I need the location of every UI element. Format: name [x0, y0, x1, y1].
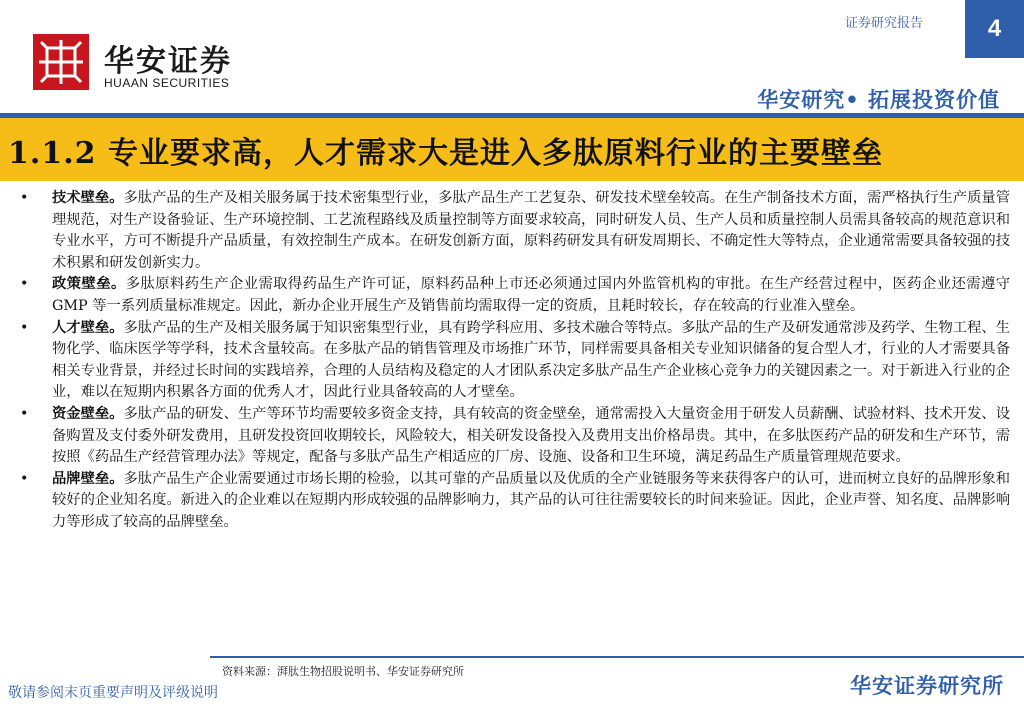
item-label: 政策壁垒。 — [52, 276, 126, 293]
item-text: 多肽产品的研发、生产等环节均需要较多资金支持，具有较高的资金壁垒，通常需投入大量资金用于研发人员薪酬、试验材料、技术开发、设备购置及支付委外研发费用，且研发投资回收期较长，风险较大，相关研发设备投入及费用支出价格昂贵。其中，在多肽医药产品的研发和生产环节，需按照《药品生产经营管理办法》等规定，配备与多肽产品生产相适应的厂房、设施、设备和卫生环境，满足药品生产质量管理规范要求。 — [52, 405, 1011, 466]
bullet-icon: • — [20, 319, 29, 336]
bullet-icon: • — [20, 276, 29, 293]
list-item — [20, 404, 1011, 469]
source-note: 资料来源：湃肽生物招股说明书、华安证券研究所 — [222, 665, 464, 678]
item-label: 资金壁垒。 — [52, 405, 124, 422]
footer-brand: 华安证券研究所 — [850, 674, 1004, 698]
item-label: 人才壁垒。 — [52, 319, 124, 336]
list-item — [20, 274, 1011, 317]
bullet-icon: • — [20, 470, 29, 487]
item-text: 多肽产品生产企业需要通过市场长期的检验，以其可靠的产品质量以及优质的全产业链服务等来获得客户的认可，进而树立良好的品牌形象和较好的企业知名度。新进入的企业难以在短期内形成较强的品牌影响力，其产品的认可往往需要较长的时间来验证。因此，企业声誉、知名度、品牌影响力等形成了较高的品牌壁垒。 — [52, 470, 1011, 530]
logo-chinese-name: 华安证券 — [104, 44, 232, 79]
bullet-icon: • — [20, 190, 29, 206]
bullet-list — [20, 188, 1011, 534]
bullet-icon: • — [20, 405, 29, 422]
item-label: 品牌壁垒。 — [52, 470, 124, 487]
item-text: 多肽产品的生产及相关服务属于知识密集型行业，具有跨学科应用、多技术融合等特点。多肽产品的生产及研发通常涉及药学、生物工程、生物化学、临床医学等学科，技术含量较高。在多肽产品的销售管理及市场推广环节，同样需要具备相关专业知识储备的复合型人才，行业的人才需要具备相关专业背景，并经过长时间的实践培养，合理的人员结构及稳定的人才团队系决定多肽产品生产企业核心竞争力的关键因素之一。对于新进入行业的企业，难以在短期内积累各方面的优秀人才，因此行业具备较高的人才壁垒。 — [52, 319, 1011, 401]
report-type-label: 证券研究报告 — [845, 16, 924, 31]
company-logo-icon — [33, 34, 89, 90]
logo-english-name: HUAAN SECURITIES — [104, 76, 230, 90]
item-text: 多肽原料药生产企业需取得药品生产许可证，原料药品种上市还必须通过国内外监管机构的审批。在生产经营过程中，医药企业还需遵守GMP 等一系列质量标准规定。因此，新办企业开展生产及销售前均需取得一定的资质，且耗时较长，存在较高的行业准入壁垒。 — [52, 276, 1011, 314]
disclaimer-link[interactable]: 敬请参阅末页重要声明及评级说明 — [8, 685, 218, 701]
section-title: 1.1.2 专业要求高，人才需求大是进入多肽原料行业的主要壁垒 — [8, 136, 883, 171]
header-slogan: 华安研究• 拓展投资价值 — [757, 88, 1000, 112]
page-number: 4 — [965, 0, 1024, 58]
list-item — [20, 469, 1011, 534]
list-item — [20, 188, 1011, 274]
item-text: 多肽产品的生产及相关服务属于技术密集型行业，多肽产品生产工艺复杂、研发技术壁垒较高。在生产制备技术方面，需严格执行生产质量管理规范，对生产设备验证、生产环境控制、工艺流程路线及质量控制等方面要求较高，同时研发人员、生产人员和质量控制人员需具备较高的规范意识和专业水平，方可不断提升产品质量，有效控制生产成本。在研发创新方面，原料药研发具有研发周期长、不确定性大等特点，企业通常需要具备较强的技术积累和研发创新实力。 — [52, 190, 1011, 271]
footer-divider — [210, 656, 1024, 658]
item-label: 技术壁垒。 — [52, 190, 124, 206]
list-item — [20, 318, 1011, 404]
